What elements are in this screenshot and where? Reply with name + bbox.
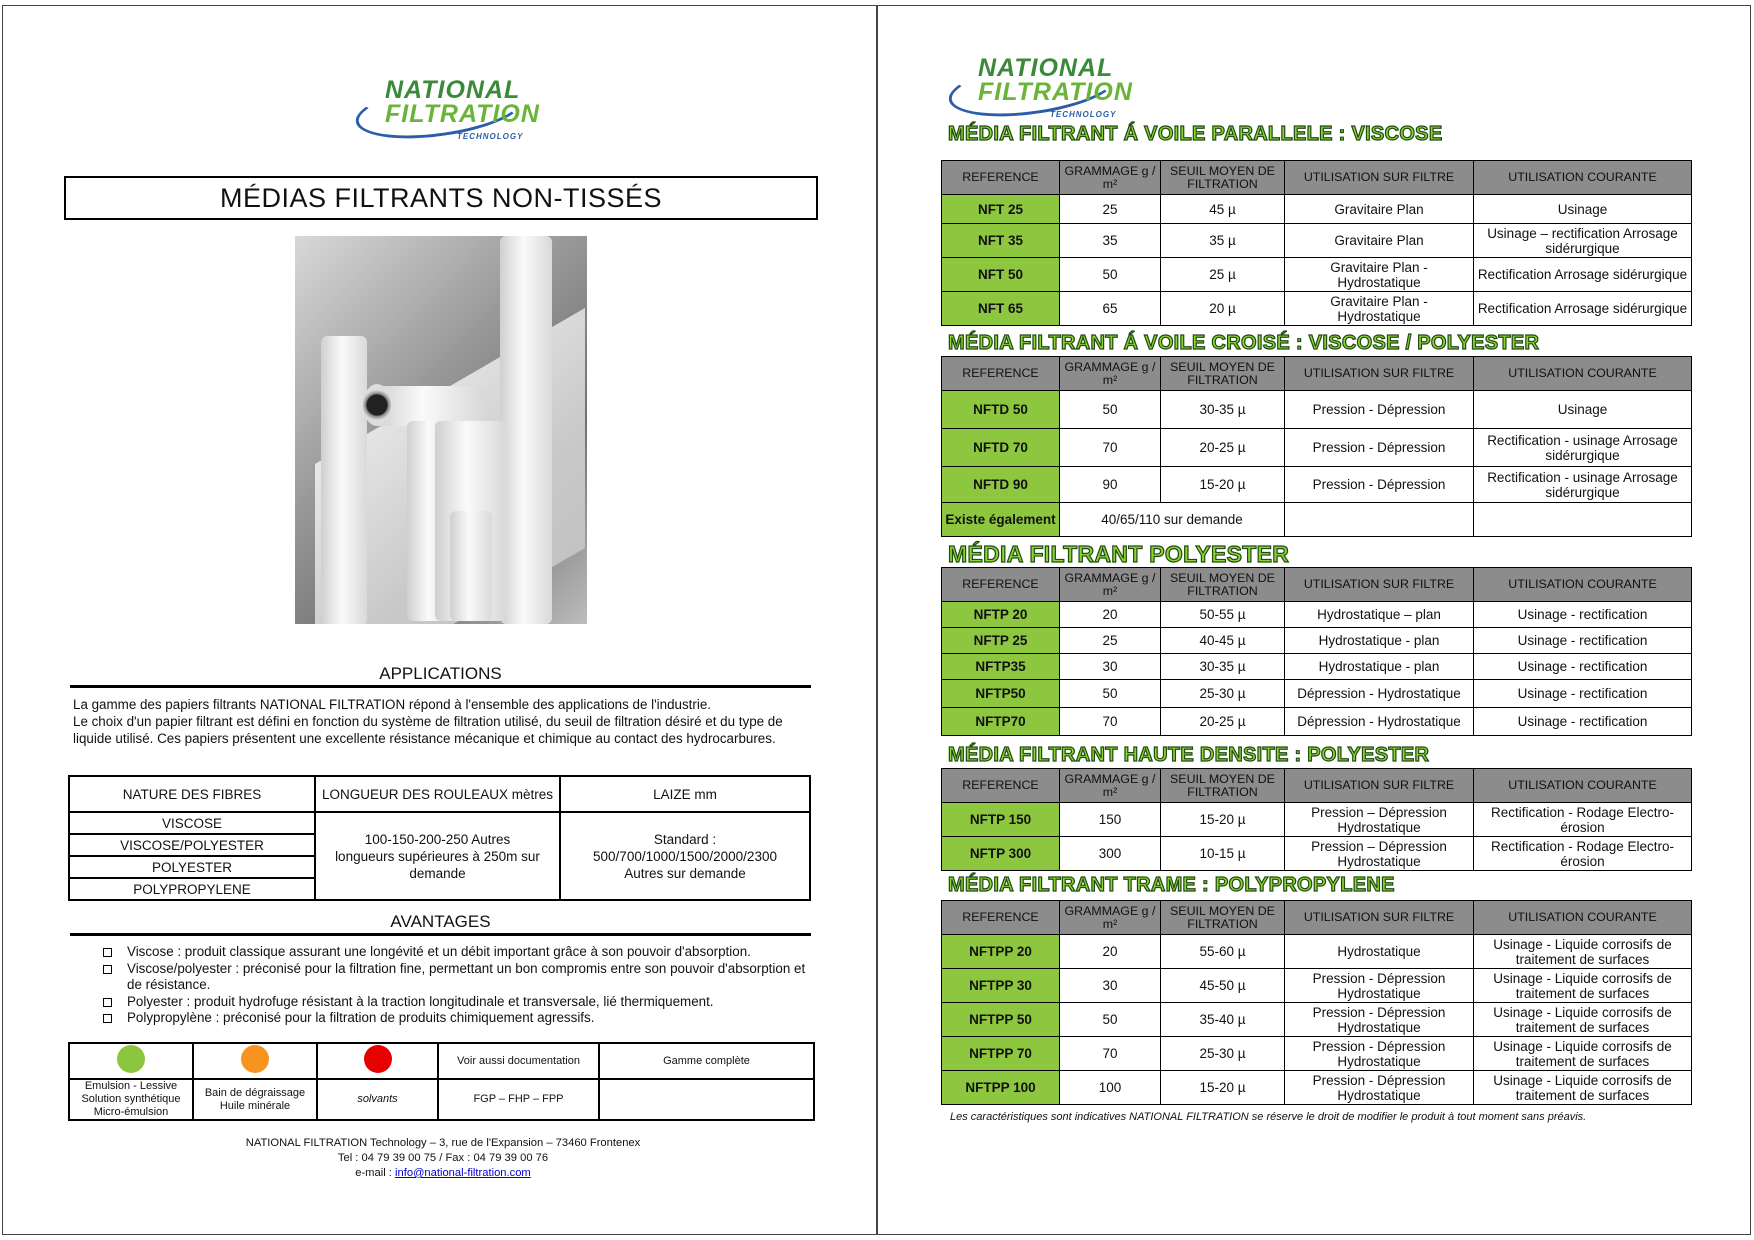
header-util: UTILISATION SUR FILTRE xyxy=(1285,769,1474,803)
section-title-1: MÉDIA FILTRANT Á VOILE PARALLELE : VISCOSE xyxy=(948,123,1443,145)
header-ref: REFERENCE xyxy=(942,357,1060,391)
utilisation-cell: Gravitaire Plan - Hydrostatique xyxy=(1285,292,1474,326)
table-row xyxy=(942,391,1692,429)
logo-line3: TECHNOLOGY xyxy=(1050,110,1117,119)
ref-cell: NFTPP 70 xyxy=(942,1037,1060,1071)
seuil-cell: 25-30 µ xyxy=(1161,680,1285,708)
legend-empty xyxy=(599,1079,814,1120)
fibre-viscose-polyester: VISCOSE/POLYESTER xyxy=(69,834,315,856)
legend-table xyxy=(68,1042,815,1121)
seuil-cell: 20 µ xyxy=(1161,292,1285,326)
fibre-viscose: VISCOSE xyxy=(69,812,315,834)
table-row xyxy=(942,467,1692,503)
ref-cell: NFT 50 xyxy=(942,258,1060,292)
grammage-cell: 150 xyxy=(1060,803,1161,837)
logo-line3: TECHNOLOGY xyxy=(457,132,524,141)
seuil-cell: 25 µ xyxy=(1161,258,1285,292)
header-ref: REFERENCE xyxy=(942,901,1060,935)
avantage-polyester: Polyester : produit hydrofuge résistant à la traction longitudinale et transversale, lié thermiquement. xyxy=(103,994,823,1011)
grammage-cell: 300 xyxy=(1060,837,1161,871)
seuil-cell: 10-15 µ xyxy=(1161,837,1285,871)
header-seuil: SEUIL MOYEN DE FILTRATION xyxy=(1161,901,1285,935)
section-title-2: MÉDIA FILTRANT Á VOILE CROISÉ : VISCOSE / POLYESTER xyxy=(948,332,1540,354)
courante-cell: Usinage - Liquide corrosifs de traitement de surfaces xyxy=(1474,1037,1692,1071)
fibres-table xyxy=(68,775,811,901)
applications-text xyxy=(73,696,808,747)
ref-cell: NFTPP 30 xyxy=(942,969,1060,1003)
utilisation-cell: Hydrostatique - plan xyxy=(1285,628,1474,654)
table-row xyxy=(942,708,1692,736)
red-dot-cell xyxy=(317,1043,438,1079)
courante-cell: Rectification Arrosage sidérurgique xyxy=(1474,258,1692,292)
ref-cell: NFTPP 100 xyxy=(942,1071,1060,1105)
courante-cell: Rectification - usinage Arrosage sidérurgique xyxy=(1474,429,1692,467)
product-table-4 xyxy=(941,768,1692,871)
national-filtration-logo xyxy=(355,70,540,150)
table-row xyxy=(942,1037,1692,1071)
seuil-cell: 35 µ xyxy=(1161,224,1285,258)
utilisation-cell: Dépression - Hydrostatique xyxy=(1285,680,1474,708)
seuil-cell: 45-50 µ xyxy=(1161,969,1285,1003)
seuil-cell: 25-30 µ xyxy=(1161,1037,1285,1071)
existe-egalement-cell: Existe également xyxy=(942,503,1060,537)
ref-cell: NFTP 300 xyxy=(942,837,1060,871)
right-page xyxy=(877,5,1751,1235)
ref-cell: NFTD 70 xyxy=(942,429,1060,467)
table-row xyxy=(942,837,1692,871)
utilisation-cell: Pression - Dépression Hydrostatique xyxy=(1285,1003,1474,1037)
ref-cell: NFTD 90 xyxy=(942,467,1060,503)
courante-cell: Usinage - Liquide corrosifs de traitement de surfaces xyxy=(1474,935,1692,969)
courante-cell: Usinage xyxy=(1474,195,1692,224)
utilisation-cell: Gravitaire Plan - Hydrostatique xyxy=(1285,258,1474,292)
utilisation-cell: Pression - Dépression Hydrostatique xyxy=(1285,1071,1474,1105)
header-seuil: SEUIL MOYEN DE FILTRATION xyxy=(1161,357,1285,391)
header-courante: UTILISATION COURANTE xyxy=(1474,769,1692,803)
table-row-extra xyxy=(942,503,1692,537)
utilisation-cell: Pression – Dépression Hydrostatique xyxy=(1285,837,1474,871)
grammage-cell: 25 xyxy=(1060,628,1161,654)
utilisation-cell: Pression - Dépression xyxy=(1285,467,1474,503)
table-row xyxy=(942,935,1692,969)
national-filtration-logo-right xyxy=(948,48,1133,128)
seuil-cell: 15-20 µ xyxy=(1161,1071,1285,1105)
utilisation-cell: Pression - Dépression Hydrostatique xyxy=(1285,969,1474,1003)
header-util: UTILISATION SUR FILTRE xyxy=(1285,161,1474,195)
grammage-cell: 25 xyxy=(1060,195,1161,224)
utilisation-cell: Gravitaire Plan xyxy=(1285,224,1474,258)
seuil-cell: 30-35 µ xyxy=(1161,654,1285,680)
legend-fgp: FGP – FHP – FPP xyxy=(438,1079,599,1120)
ref-cell: NFTD 50 xyxy=(942,391,1060,429)
ref-cell: NFTP70 xyxy=(942,708,1060,736)
avantage-polypropylene: Polypropylène : préconisé pour la filtration de produits chimiquement agressifs. xyxy=(103,1010,823,1027)
footer-phone: Tel : 04 79 39 00 75 / Fax : 04 79 39 00 76 xyxy=(337,1152,549,1164)
grammage-cell: 70 xyxy=(1060,708,1161,736)
footer-email-line xyxy=(103,1166,783,1181)
header-seuil: SEUIL MOYEN DE FILTRATION xyxy=(1161,769,1285,803)
courante-cell: Usinage - Liquide corrosifs de traitement de surfaces xyxy=(1474,969,1692,1003)
header-ref: REFERENCE xyxy=(942,769,1060,803)
legend-gamme: Gamme complète xyxy=(599,1043,814,1079)
ref-cell: NFT 65 xyxy=(942,292,1060,326)
courante-cell: Usinage – rectification Arrosage sidérurgique xyxy=(1474,224,1692,258)
table-row xyxy=(942,1003,1692,1037)
applications-p2: Le choix d'un papier filtrant est défini en fonction du système de filtration utilisé, du seuil de filtration désiré et du type de liquide utilisé. Ces papiers présentent une excellente résistance mécanique et chimique au contact des hydrocarbures. xyxy=(73,714,783,746)
avantages-list xyxy=(103,944,823,1027)
legend-voir: Voir aussi documentation xyxy=(438,1043,599,1079)
courante-cell: Usinage xyxy=(1474,391,1692,429)
utilisation-cell: Pression - Dépression xyxy=(1285,429,1474,467)
logo-line2: FILTRATION xyxy=(385,100,540,128)
table-row xyxy=(942,429,1692,467)
courante-cell: Usinage - rectification xyxy=(1474,628,1692,654)
logo-line1: NATIONAL xyxy=(385,76,521,104)
product-table-1 xyxy=(941,160,1692,326)
red-dot-icon xyxy=(364,1045,392,1073)
header-courante: UTILISATION COURANTE xyxy=(1474,357,1692,391)
fibres-lengths: 100-150-200-250 Autres longueurs supérieures à 250m sur demande xyxy=(315,812,560,900)
sur-demande-cell: 40/65/110 sur demande xyxy=(1060,503,1285,537)
seuil-cell: 15-20 µ xyxy=(1161,467,1285,503)
seuil-cell: 35-40 µ xyxy=(1161,1003,1285,1037)
ref-cell: NFTP50 xyxy=(942,680,1060,708)
seuil-cell: 20-25 µ xyxy=(1161,429,1285,467)
green-dot-cell xyxy=(69,1043,193,1079)
header-gram: GRAMMAGE g / m² xyxy=(1060,161,1161,195)
grammage-cell: 70 xyxy=(1060,429,1161,467)
page-title: MÉDIAS FILTRANTS NON-TISSÉS xyxy=(64,176,818,220)
utilisation-cell: Hydrostatique – plan xyxy=(1285,602,1474,628)
ref-cell: NFTP35 xyxy=(942,654,1060,680)
grammage-cell: 50 xyxy=(1060,391,1161,429)
applications-p1: La gamme des papiers filtrants NATIONAL FILTRATION répond à l'ensemble des applications de l'industrie. xyxy=(73,697,711,712)
product-table-3 xyxy=(941,567,1692,736)
section-title-4: MÉDIA FILTRANT HAUTE DENSITE : POLYESTER xyxy=(948,744,1430,766)
courante-cell: Rectification Arrosage sidérurgique xyxy=(1474,292,1692,326)
header-seuil: SEUIL MOYEN DE FILTRATION xyxy=(1161,568,1285,602)
utilisation-cell: Pression – Dépression Hydrostatique xyxy=(1285,803,1474,837)
footer-address: NATIONAL FILTRATION Technology – 3, rue de l'Expansion – 73460 Frontenex xyxy=(245,1137,641,1149)
ref-cell: NFTP 150 xyxy=(942,803,1060,837)
table-row xyxy=(942,195,1692,224)
table-row xyxy=(942,654,1692,680)
grammage-cell: 100 xyxy=(1060,1071,1161,1105)
fibre-polypropylene: POLYPROPYLENE xyxy=(69,878,315,900)
seuil-cell: 45 µ xyxy=(1161,195,1285,224)
header-gram: GRAMMAGE g / m² xyxy=(1060,901,1161,935)
ref-cell: NFTPP 20 xyxy=(942,935,1060,969)
courante-cell: Usinage - rectification xyxy=(1474,708,1692,736)
utilisation-cell: Pression - Dépression xyxy=(1285,391,1474,429)
table-row xyxy=(942,803,1692,837)
legend-degraissage: Bain de dégraissage Huile minérale xyxy=(193,1079,317,1120)
header-util: UTILISATION SUR FILTRE xyxy=(1285,568,1474,602)
logo-line1: NATIONAL xyxy=(978,54,1114,82)
filter-rolls-photo xyxy=(295,236,587,624)
courante-cell: Usinage - Liquide corrosifs de traitement de surfaces xyxy=(1474,1071,1692,1105)
table-row xyxy=(942,628,1692,654)
ref-cell: NFTP 20 xyxy=(942,602,1060,628)
disclaimer-note: Les caractéristiques sont indicatives NATIONAL FILTRATION se réserve le droit de modifier le produit à tout moment sans préavis. xyxy=(950,1111,1587,1123)
email-link[interactable]: info@national-filtration.com xyxy=(395,1167,531,1179)
avantage-viscose: Viscose : produit classique assurant une longévité et un débit important grâce à son pouvoir d'absorption. xyxy=(103,944,823,961)
grammage-cell: 50 xyxy=(1060,1003,1161,1037)
green-dot-icon xyxy=(117,1045,145,1073)
grammage-cell: 50 xyxy=(1060,258,1161,292)
logo-line2: FILTRATION xyxy=(978,78,1133,106)
header-ref: REFERENCE xyxy=(942,568,1060,602)
utilisation-cell: Dépression - Hydrostatique xyxy=(1285,708,1474,736)
grammage-cell: 20 xyxy=(1060,935,1161,969)
product-table-5 xyxy=(941,900,1692,1105)
grammage-cell: 30 xyxy=(1060,654,1161,680)
table-row xyxy=(942,224,1692,258)
utilisation-cell: Pression - Dépression Hydrostatique xyxy=(1285,1037,1474,1071)
orange-dot-icon xyxy=(241,1045,269,1073)
header-gram: GRAMMAGE g / m² xyxy=(1060,568,1161,602)
courante-cell: Usinage - rectification xyxy=(1474,680,1692,708)
applications-heading: APPLICATIONS xyxy=(70,664,811,688)
header-gram: GRAMMAGE g / m² xyxy=(1060,357,1161,391)
grammage-cell: 35 xyxy=(1060,224,1161,258)
grammage-cell: 65 xyxy=(1060,292,1161,326)
table-row xyxy=(942,1071,1692,1105)
seuil-cell: 50-55 µ xyxy=(1161,602,1285,628)
fibres-laize: Standard : 500/700/1000/1500/2000/2300 Autres sur demande xyxy=(560,812,810,900)
grammage-cell: 50 xyxy=(1060,680,1161,708)
footer-email-prefix: e-mail : xyxy=(355,1167,396,1179)
footer xyxy=(103,1136,783,1181)
section-title-3: MÉDIA FILTRANT POLYESTER xyxy=(948,541,1290,567)
fibres-header-laize: LAIZE mm xyxy=(560,776,810,812)
courante-cell: Usinage - Liquide corrosifs de traitement de surfaces xyxy=(1474,1003,1692,1037)
ref-cell: NFTP 25 xyxy=(942,628,1060,654)
empty-cell xyxy=(1285,503,1474,537)
legend-solvants: solvants xyxy=(317,1079,438,1120)
fibres-header-nature: NATURE DES FIBRES xyxy=(69,776,315,812)
header-util: UTILISATION SUR FILTRE xyxy=(1285,901,1474,935)
header-courante: UTILISATION COURANTE xyxy=(1474,568,1692,602)
avantage-viscose-polyester: Viscose/polyester : préconisé pour la filtration fine, permettant un bon compromis entre son pouvoir d'absorption et de résistance. xyxy=(103,961,823,994)
courante-cell: Usinage - rectification xyxy=(1474,602,1692,628)
avantages-heading: AVANTAGES xyxy=(70,912,811,936)
grammage-cell: 30 xyxy=(1060,969,1161,1003)
header-util: UTILISATION SUR FILTRE xyxy=(1285,357,1474,391)
seuil-cell: 40-45 µ xyxy=(1161,628,1285,654)
grammage-cell: 90 xyxy=(1060,467,1161,503)
header-gram: GRAMMAGE g / m² xyxy=(1060,769,1161,803)
section-title-5: MÉDIA FILTRANT TRAME : POLYPROPYLENE xyxy=(948,874,1395,896)
courante-cell: Rectification - Rodage Electro-érosion xyxy=(1474,803,1692,837)
utilisation-cell: Gravitaire Plan xyxy=(1285,195,1474,224)
ref-cell: NFTPP 50 xyxy=(942,1003,1060,1037)
left-page xyxy=(2,5,877,1235)
header-ref: REFERENCE xyxy=(942,161,1060,195)
seuil-cell: 30-35 µ xyxy=(1161,391,1285,429)
seuil-cell: 15-20 µ xyxy=(1161,803,1285,837)
empty-cell xyxy=(1474,503,1692,537)
legend-emulsion: Emulsion - Lessive Solution synthétique Micro-émulsion xyxy=(69,1079,193,1120)
header-seuil: SEUIL MOYEN DE FILTRATION xyxy=(1161,161,1285,195)
courante-cell: Rectification - Rodage Electro-érosion xyxy=(1474,837,1692,871)
header-courante: UTILISATION COURANTE xyxy=(1474,161,1692,195)
utilisation-cell: Hydrostatique - plan xyxy=(1285,654,1474,680)
courante-cell: Rectification - usinage Arrosage sidérurgique xyxy=(1474,467,1692,503)
table-row xyxy=(942,602,1692,628)
table-row xyxy=(942,292,1692,326)
ref-cell: NFT 35 xyxy=(942,224,1060,258)
utilisation-cell: Hydrostatique xyxy=(1285,935,1474,969)
table-row xyxy=(942,680,1692,708)
grammage-cell: 70 xyxy=(1060,1037,1161,1071)
seuil-cell: 20-25 µ xyxy=(1161,708,1285,736)
table-row xyxy=(942,258,1692,292)
ref-cell: NFT 25 xyxy=(942,195,1060,224)
product-table-2 xyxy=(941,356,1692,537)
table-row xyxy=(942,969,1692,1003)
seuil-cell: 55-60 µ xyxy=(1161,935,1285,969)
orange-dot-cell xyxy=(193,1043,317,1079)
fibres-header-longueur: LONGUEUR DES ROULEAUX mètres xyxy=(315,776,560,812)
courante-cell: Usinage - rectification xyxy=(1474,654,1692,680)
header-courante: UTILISATION COURANTE xyxy=(1474,901,1692,935)
grammage-cell: 20 xyxy=(1060,602,1161,628)
fibre-polyester: POLYESTER xyxy=(69,856,315,878)
